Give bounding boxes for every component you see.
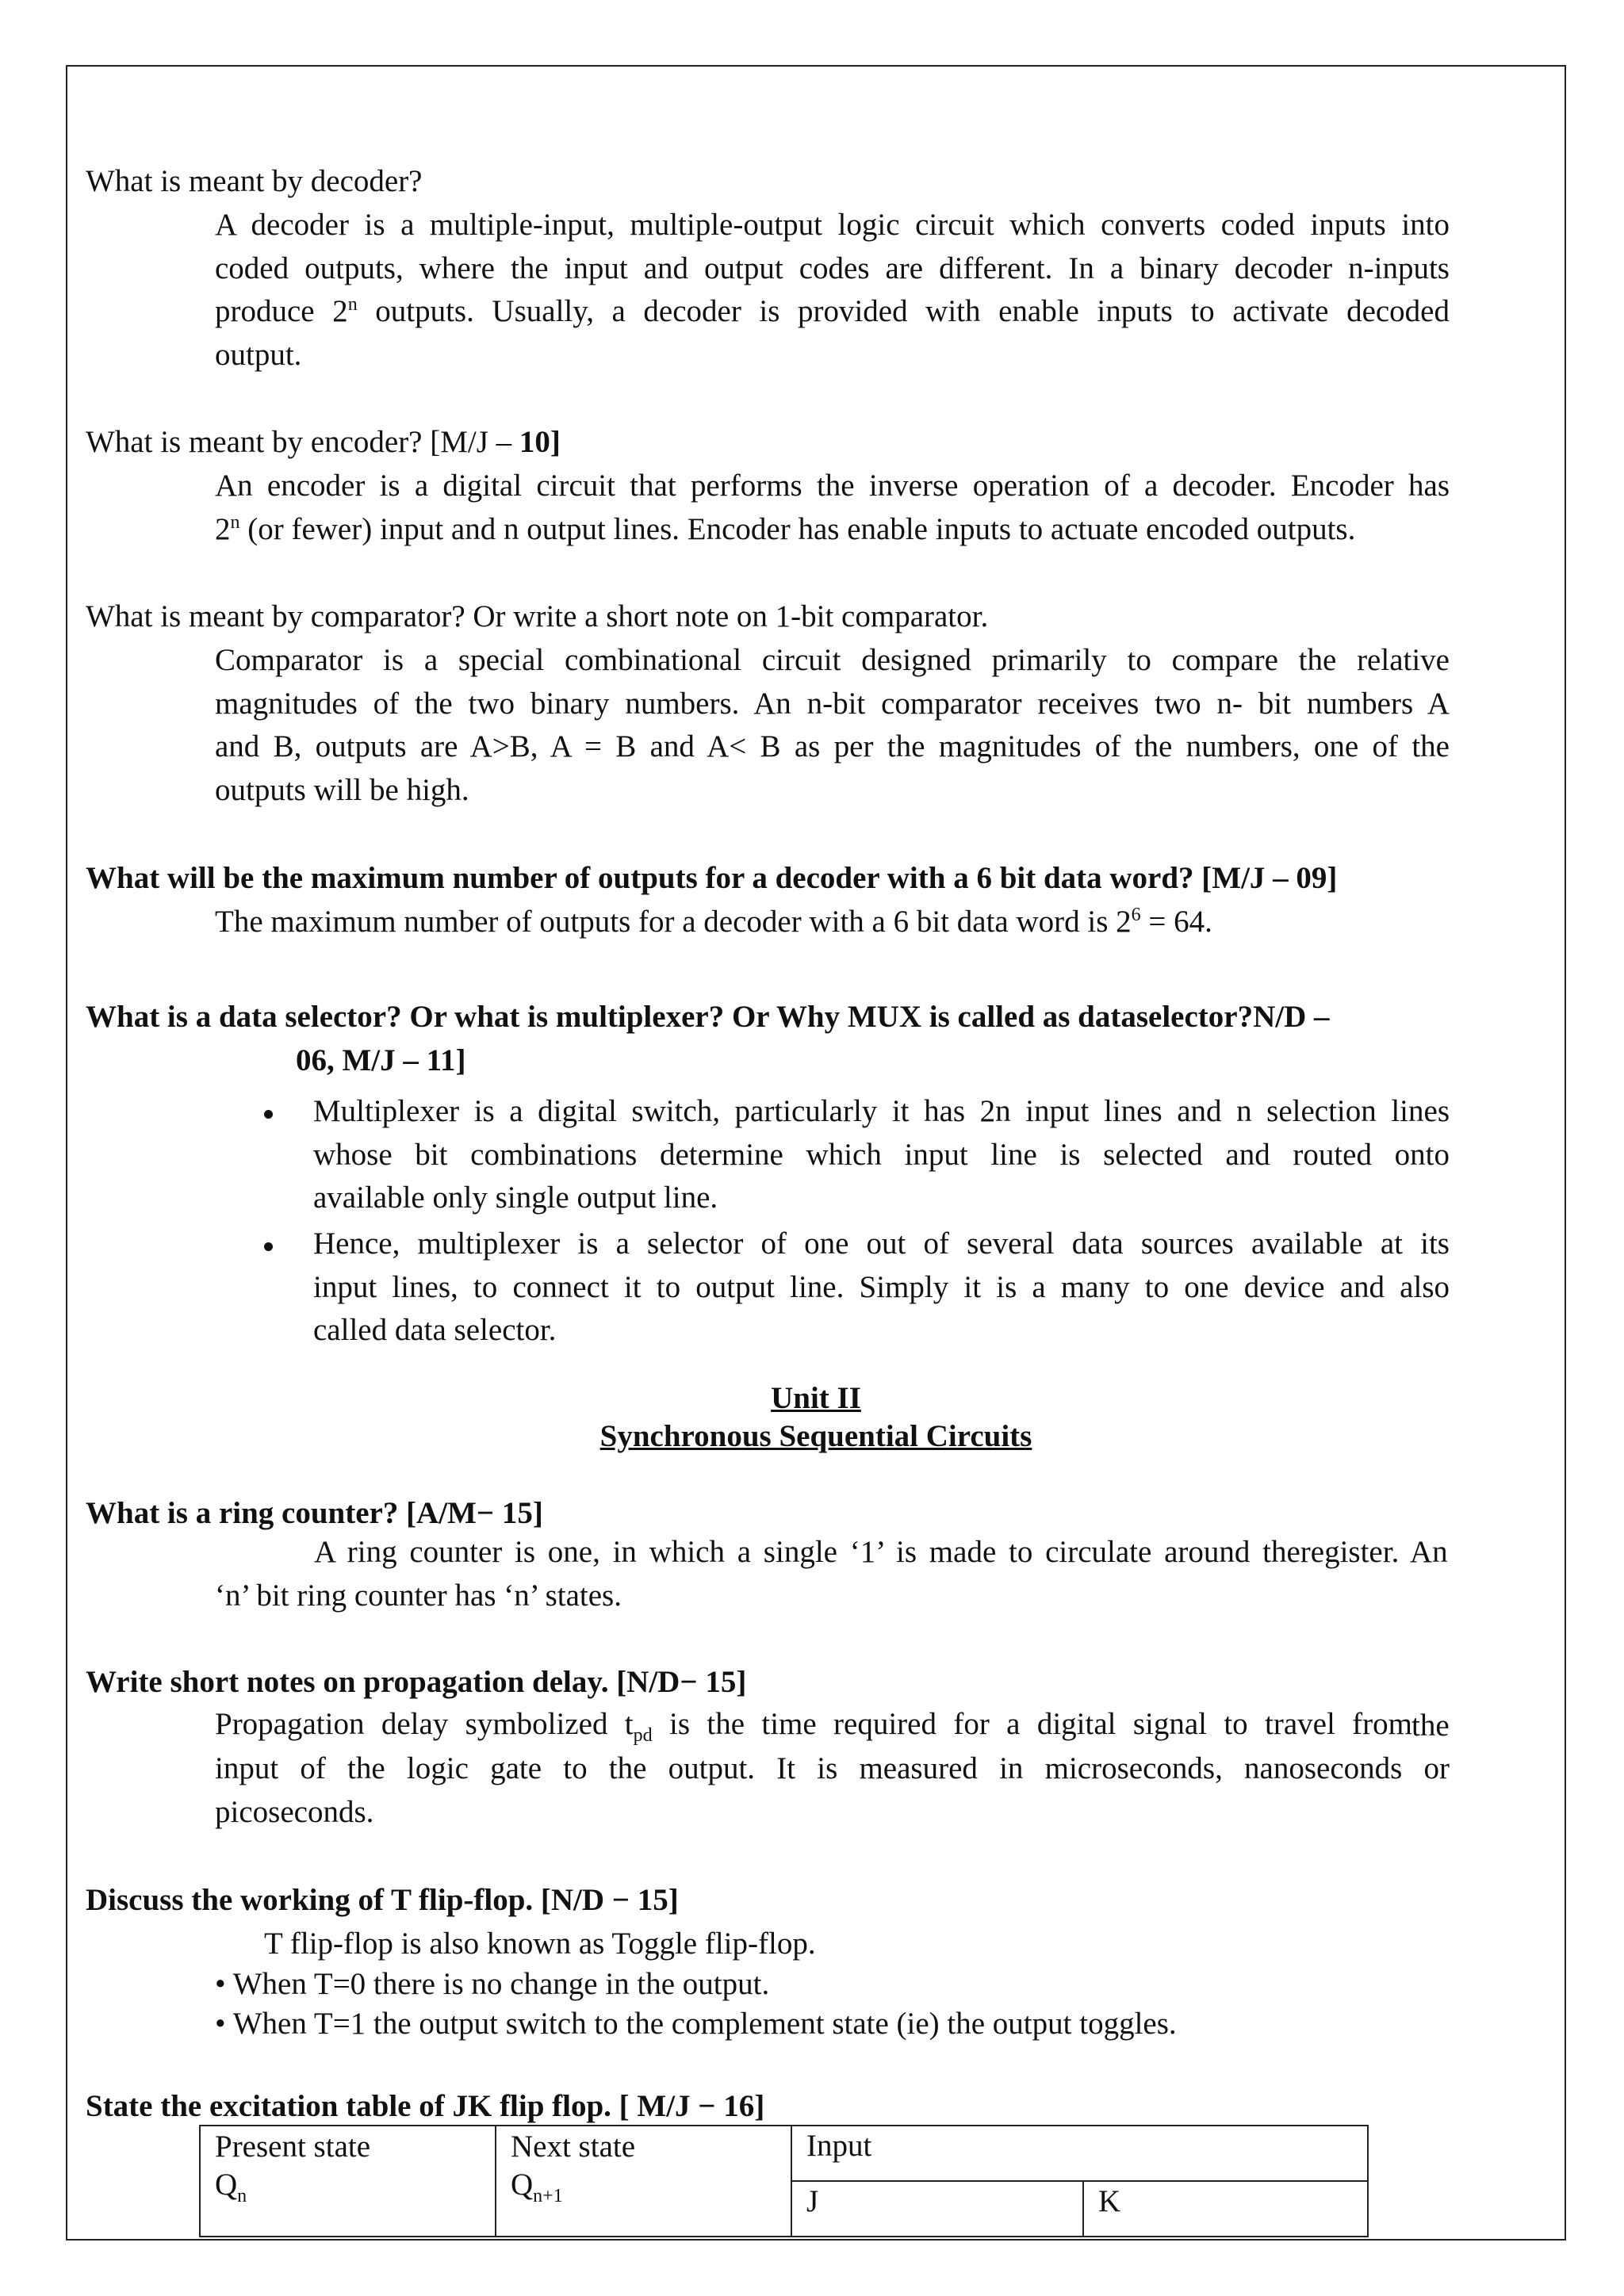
- q6-question: What is a ring counter? [A/M− 15]: [86, 1496, 543, 1530]
- q8-line1: T flip-flop is also known as Toggle flip-flop.: [264, 1927, 816, 1961]
- q9-question: State the excitation table of JK flip flop. [ M/J − 16]: [86, 2089, 765, 2123]
- q7-answer-line1-tail: the: [1411, 1709, 1450, 1743]
- q8-question: Discuss the working of T flip-flop. [N/D − 15]: [86, 1883, 679, 1917]
- q7-question: Write short notes on propagation delay. [N/D− 15]: [86, 1665, 747, 1699]
- q5-bullet-1: Multiplexer is a digital switch, particularly it has 2n input lines and n selection lines whose bit combinations determine which input line is selected and routed onto available only single output line.: [313, 1094, 1450, 1215]
- jk-excitation-table: [199, 2125, 1369, 2237]
- q6-answer-line2: ‘n’ bit ring counter has ‘n’ states.: [215, 1578, 622, 1613]
- q7-answer: input of the logic gate to the output. It is measured in microseconds, nanoseconds or picoseconds.: [215, 1751, 1450, 1829]
- q4-question: What will be the maximum number of outputs for a decoder with a 6 bit data word? [M/J – 09]: [86, 861, 1338, 895]
- q1-answer: A decoder is a multiple-input, multiple-output logic circuit which converts coded inputs into coded outputs, where the input and output codes are different. In a binary decoder n-inputs produce 2$^n$ outputs. Usually, a decoder is provided with enable inputs to activate decoded output.: [215, 208, 1450, 372]
- q8-line2: • When T=0 there is no change in the output.: [215, 1967, 770, 2001]
- q6-answer-line1: A ring counter is one, in which a single ‘1’ is made to circulate around theregister. An: [314, 1535, 1448, 1569]
- table-header-k: K: [1083, 2181, 1368, 2237]
- unit-subtitle: Synchronous Sequential Circuits: [599, 1419, 1032, 1453]
- table-header-present-state: Present state $Q_n$: [200, 2126, 496, 2237]
- q3-question: What is meant by comparator? Or write a short note on 1-bit comparator.: [86, 599, 989, 633]
- table-header-j: J: [791, 2181, 1083, 2237]
- q4-answer: The maximum number of outputs for a decoder with a 6 bit data word is $2^6 = 64$.: [215, 905, 1212, 939]
- q5-question-line2: 06, M/J – 11]: [296, 1043, 466, 1077]
- q3-answer: Comparator is a special combinational circuit designed primarily to compare the relative magnitudes of the two binary numbers. An n-bit comparator receives two n- bit numbers A and B, outputs are A>B, A = B and A< B as per the magnitudes of the numbers, one of the outputs will be high.: [215, 643, 1450, 807]
- bullet-icon: [264, 1110, 273, 1119]
- q8-line3: • When T=1 the output switch to the complement state (ie) the output toggles.: [215, 2007, 1177, 2041]
- bullet-icon: [264, 1242, 273, 1251]
- unit-title: Unit II: [771, 1381, 861, 1415]
- table-header-next-state: Next state $Q_{n+1}$: [496, 2126, 791, 2237]
- q1-question: What is meant by decoder?: [86, 164, 423, 198]
- q7-answer-line1: Propagation delay symbolized $t_{pd}$ is the time required for a digital signal to travel from: [215, 1707, 1412, 1746]
- q5-bullet-2: Hence, multiplexer is a selector of one out of several data sources available at its input lines, to connect it to output line. Simply it is a many to one device and also called data selector.: [313, 1226, 1450, 1347]
- q5-question-line1: What is a data selector? Or what is multiplexer? Or Why MUX is called as dataselector?N/D –: [86, 1000, 1330, 1034]
- table-header-input: Input: [791, 2126, 1368, 2181]
- q2-question: What is meant by encoder? [M/J – 10]: [86, 425, 561, 459]
- q2-answer: An encoder is a digital circuit that performs the inverse operation of a decoder. Encoder has 2$^n$ (or fewer) input and n output lines. Encoder has enable inputs to actuate encoded outputs.: [215, 469, 1450, 546]
